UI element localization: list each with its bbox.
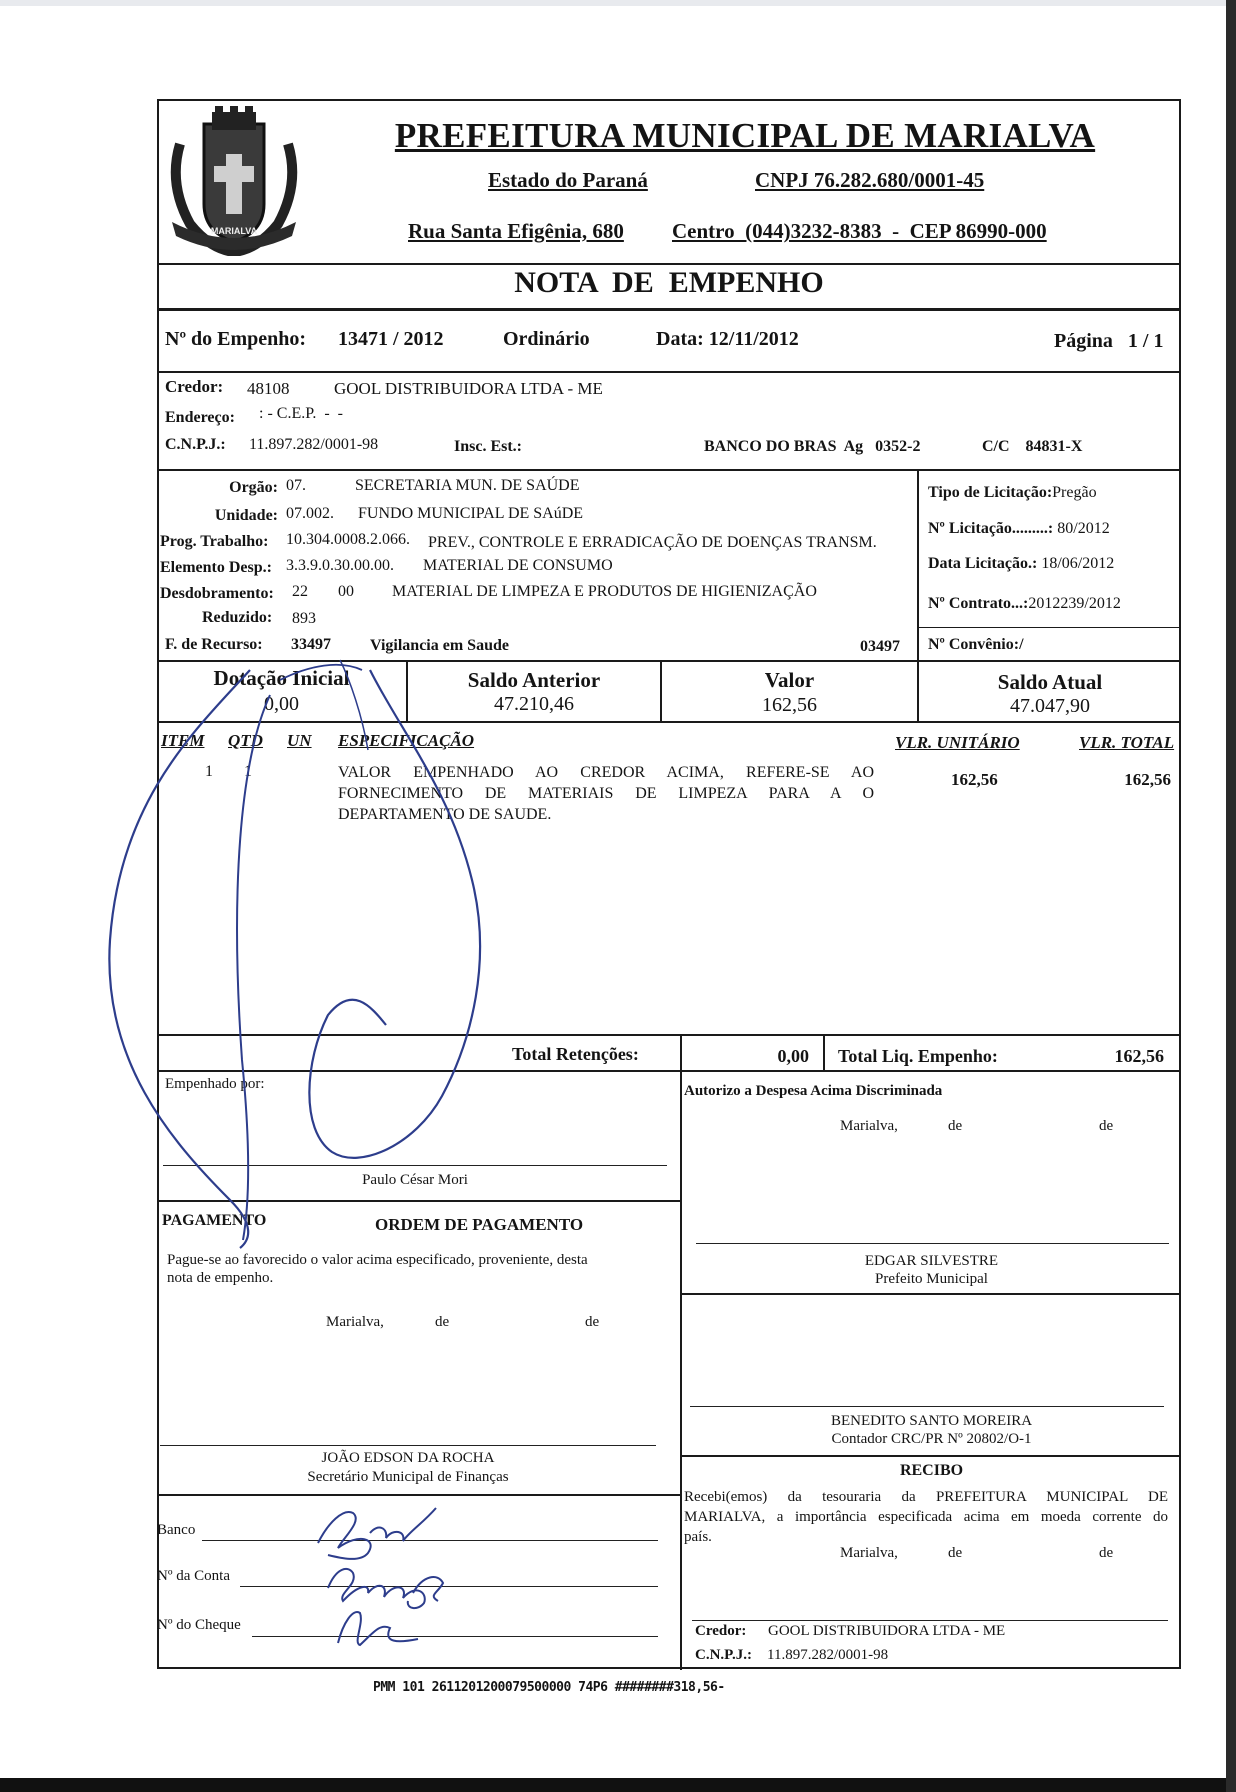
dotacao-value: 0,00 (264, 693, 299, 715)
signature-line (692, 1620, 1168, 1621)
rule (157, 263, 1181, 265)
autorizo-de: de (1099, 1118, 1114, 1134)
prog-value: 10.304.0008.2.066. (286, 531, 410, 548)
contrato-label-text: Nº Contrato...: (928, 595, 1029, 612)
fonte-desc: Vigilancia em Saude (370, 637, 509, 654)
banco-label: Banco (157, 1522, 196, 1538)
empenhado-label: Empenhado por: (165, 1076, 265, 1092)
desdobramento-label: Desdobramento: (160, 585, 274, 602)
divider (823, 1034, 825, 1070)
saldo-atual-value: 47.047,90 (1010, 695, 1090, 717)
saldo-atual-label: Saldo Atual (997, 670, 1103, 694)
empenho-type: Ordinário (503, 328, 590, 350)
pagamento-text-line: nota de empenho. (167, 1270, 274, 1286)
col-unit-price: VLR. UNITÁRIO (895, 733, 1020, 752)
recibo-cnpj-value: 11.897.282/0001-98 (767, 1647, 889, 1663)
desdobramento-value: 22 (292, 583, 308, 600)
tipo-licitacao-value: Pregão (1052, 484, 1097, 501)
fonte-label: F. de Recurso: (165, 636, 263, 653)
address-value: : - C.E.P. - - (259, 405, 343, 422)
col-item: ITEM (161, 731, 205, 750)
licitacao-number-label-text: Nº Licitação.........: (928, 520, 1054, 537)
signature-line (696, 1243, 1169, 1244)
conta-label: Nº da Conta (157, 1568, 230, 1584)
orgao-desc: SECRETARIA MUN. DE SAÚDE (355, 477, 580, 494)
empenhado-signer: Paulo César Mori (362, 1172, 468, 1188)
header-cnpj: CNPJ 76.282.680/0001-45 (755, 168, 985, 192)
row-spec-line: VALOR EMPENHADO AO CREDOR ACIMA, REFERE-SE AO (338, 764, 874, 781)
licitacao-number-value: 80/2012 (1057, 520, 1110, 537)
desdobramento-desc: MATERIAL DE LIMPEZA E PRODUTOS DE HIGIENIZAÇÃO (392, 583, 817, 600)
row-total-price: 162,56 (1124, 770, 1171, 789)
rule (917, 627, 1181, 628)
divider (917, 469, 919, 661)
recibo-place: Marialva, (840, 1545, 898, 1561)
credor-label: Credor: (165, 377, 224, 396)
valor-label: Valor (764, 668, 815, 692)
licitacao-date-value: 18/06/2012 (1041, 555, 1115, 572)
header-street: Rua Santa Efigênia, 680 (408, 219, 624, 243)
orgao-value: 07. (286, 477, 306, 494)
scan-top-edge (0, 0, 1236, 6)
row-unit-price: 162,56 (951, 770, 998, 789)
liq-empenho-label: Total Liq. Empenho: (838, 1046, 998, 1066)
orgao-label: Orgão: (229, 479, 278, 496)
pagamento-de: de (435, 1314, 450, 1330)
scan-bottom-edge (0, 1778, 1236, 1792)
tipo-licitacao-label (928, 484, 1097, 502)
row-spec-line: FORNECIMENTO DE MATERIAIS DE LIMPEZA PARA A O (338, 785, 874, 802)
rule (157, 469, 1181, 471)
autorizo-de: de (948, 1118, 963, 1134)
elemento-value: 3.3.9.0.30.00.00. (286, 557, 394, 574)
saldo-anterior-value: 47.210,46 (494, 693, 574, 715)
empenho-number: 13471 / 2012 (338, 328, 444, 350)
rule (680, 1455, 1181, 1457)
cnpj-label: C.N.P.J.: (165, 436, 226, 453)
handwritten-signature-banco (298, 1493, 468, 1663)
licitacao-number-label (928, 520, 1110, 538)
prog-label: Prog. Trabalho: (160, 533, 269, 550)
recibo-text-line: MARIALVA, a importância especificada acima em moeda corrente do (684, 1509, 1168, 1525)
unidade-value: 07.002. (286, 505, 334, 522)
convenio-label: Nº Convênio:/ (928, 636, 1024, 653)
contrato-value: 2012239/2012 (1028, 595, 1121, 612)
credor-code: 48108 (247, 379, 290, 398)
licitacao-date-label (928, 555, 1114, 573)
col-especificacao: ESPECIFICAÇÃO (338, 731, 475, 750)
bank-account: C/C 84831-X (982, 438, 1083, 455)
credor-name: GOOL DISTRIBUIDORA LTDA - ME (334, 379, 603, 398)
page-number: Página 1 / 1 (1054, 330, 1164, 352)
header-contact: Centro (044)3232-8383 - CEP 86990-000 (672, 219, 1047, 243)
recibo-credor-value: GOOL DISTRIBUIDORA LTDA - ME (768, 1623, 1006, 1639)
elemento-label: Elemento Desp.: (160, 559, 272, 576)
prefeito-name: EDGAR SILVESTRE (864, 1253, 999, 1269)
prefeito-role: Prefeito Municipal (875, 1271, 988, 1287)
header-title: PREFEITURA MUNICIPAL DE MARIALVA (394, 116, 1096, 155)
header-state: Estado do Paraná (488, 168, 648, 192)
autorizo-title: Autorizo a Despesa Acima Discriminada (684, 1083, 943, 1099)
recibo-title: RECIBO (899, 1462, 964, 1479)
saldo-anterior-label: Saldo Anterior (467, 668, 601, 692)
recibo-text-line: Recebi(emos) da tesouraria da PREFEITURA MUNICIPAL DE (684, 1489, 1168, 1505)
contador-role: Contador CRC/PR Nº 20802/O-1 (831, 1431, 1032, 1447)
fonte-code: 03497 (860, 638, 900, 655)
row-spec-line: DEPARTAMENTO DE SAUDE. (338, 806, 552, 823)
rule (157, 308, 1181, 311)
crest-ribbon-text: MARIALVA (210, 226, 258, 236)
fonte-value: 33497 (291, 636, 331, 653)
row-qtd: 1 (244, 763, 252, 780)
scan-right-edge (1226, 0, 1236, 1792)
reduzido-label: Reduzido: (202, 609, 273, 626)
reduzido-value: 893 (292, 610, 316, 627)
ordem-pagamento-title: ORDEM DE PAGAMENTO (375, 1215, 584, 1234)
signature-line (160, 1445, 656, 1446)
contrato-label (928, 595, 1121, 613)
cheque-label: Nº do Cheque (157, 1617, 241, 1633)
recibo-text-line: país. (684, 1529, 712, 1545)
cnpj-value: 11.897.282/0001-98 (249, 436, 379, 453)
empenho-label: Nº do Empenho: (165, 328, 307, 350)
rule (157, 371, 1181, 373)
retencoes-label: Total Retenções: (512, 1044, 639, 1064)
col-qtd: QTD (228, 731, 263, 750)
pagamento-label: PAGAMENTO (162, 1212, 267, 1229)
municipal-crest (160, 104, 308, 256)
col-un: UN (287, 731, 312, 750)
divider (680, 1034, 682, 1670)
insc-label: Insc. Est.: (454, 438, 523, 455)
document-title: NOTA DE EMPENHO (514, 266, 824, 299)
valor-value: 162,56 (762, 694, 817, 716)
pagamento-place: Marialva, (326, 1314, 384, 1330)
tipo-licitacao-label-text: Tipo de Licitação: (928, 484, 1053, 501)
pagamento-signer-role: Secretário Municipal de Finanças (307, 1469, 509, 1485)
rule (680, 1293, 1181, 1295)
autorizo-place: Marialva, (840, 1118, 898, 1134)
recibo-de: de (948, 1545, 963, 1561)
recibo-de: de (1099, 1545, 1114, 1561)
empenho-date: Data: 12/11/2012 (656, 328, 799, 350)
col-total-price: VLR. TOTAL (1079, 733, 1175, 752)
liq-empenho-value: 162,56 (1114, 1046, 1164, 1066)
dotacao-label: Dotação Inicial (213, 666, 350, 690)
pagamento-signer-name: JOÃO EDSON DA ROCHA (321, 1450, 495, 1466)
pagamento-text-line: Pague-se ao favorecido o valor acima especificado, proveniente, desta (167, 1252, 588, 1268)
bank-info: BANCO DO BRAS Ag 0352-2 (704, 438, 921, 455)
footer-code: PMM 101 2611201200079500000 74P6 ########318,56- (373, 1680, 725, 1695)
contador-name: BENEDITO SANTO MOREIRA (830, 1413, 1033, 1429)
prog-desc: PREV., CONTROLE E ERRADICAÇÃO DE DOENÇAS TRANSM. (428, 534, 877, 551)
licitacao-date-label-text: Data Licitação.: (928, 555, 1038, 572)
unidade-label: Unidade: (214, 507, 278, 524)
elemento-desc: MATERIAL DE CONSUMO (423, 557, 613, 574)
recibo-credor-label: Credor: (695, 1623, 747, 1639)
handwritten-signature-large (100, 640, 520, 1250)
desdobramento-sub: 00 (338, 583, 354, 600)
signature-line (690, 1406, 1164, 1407)
pagamento-de: de (585, 1314, 600, 1330)
row-item: 1 (205, 763, 213, 780)
retencoes-value: 0,00 (777, 1046, 809, 1066)
unidade-desc: FUNDO MUNICIPAL DE SAúDE (358, 505, 584, 522)
address-label: Endereço: (165, 409, 235, 426)
recibo-cnpj-label: C.N.P.J.: (695, 1647, 752, 1663)
